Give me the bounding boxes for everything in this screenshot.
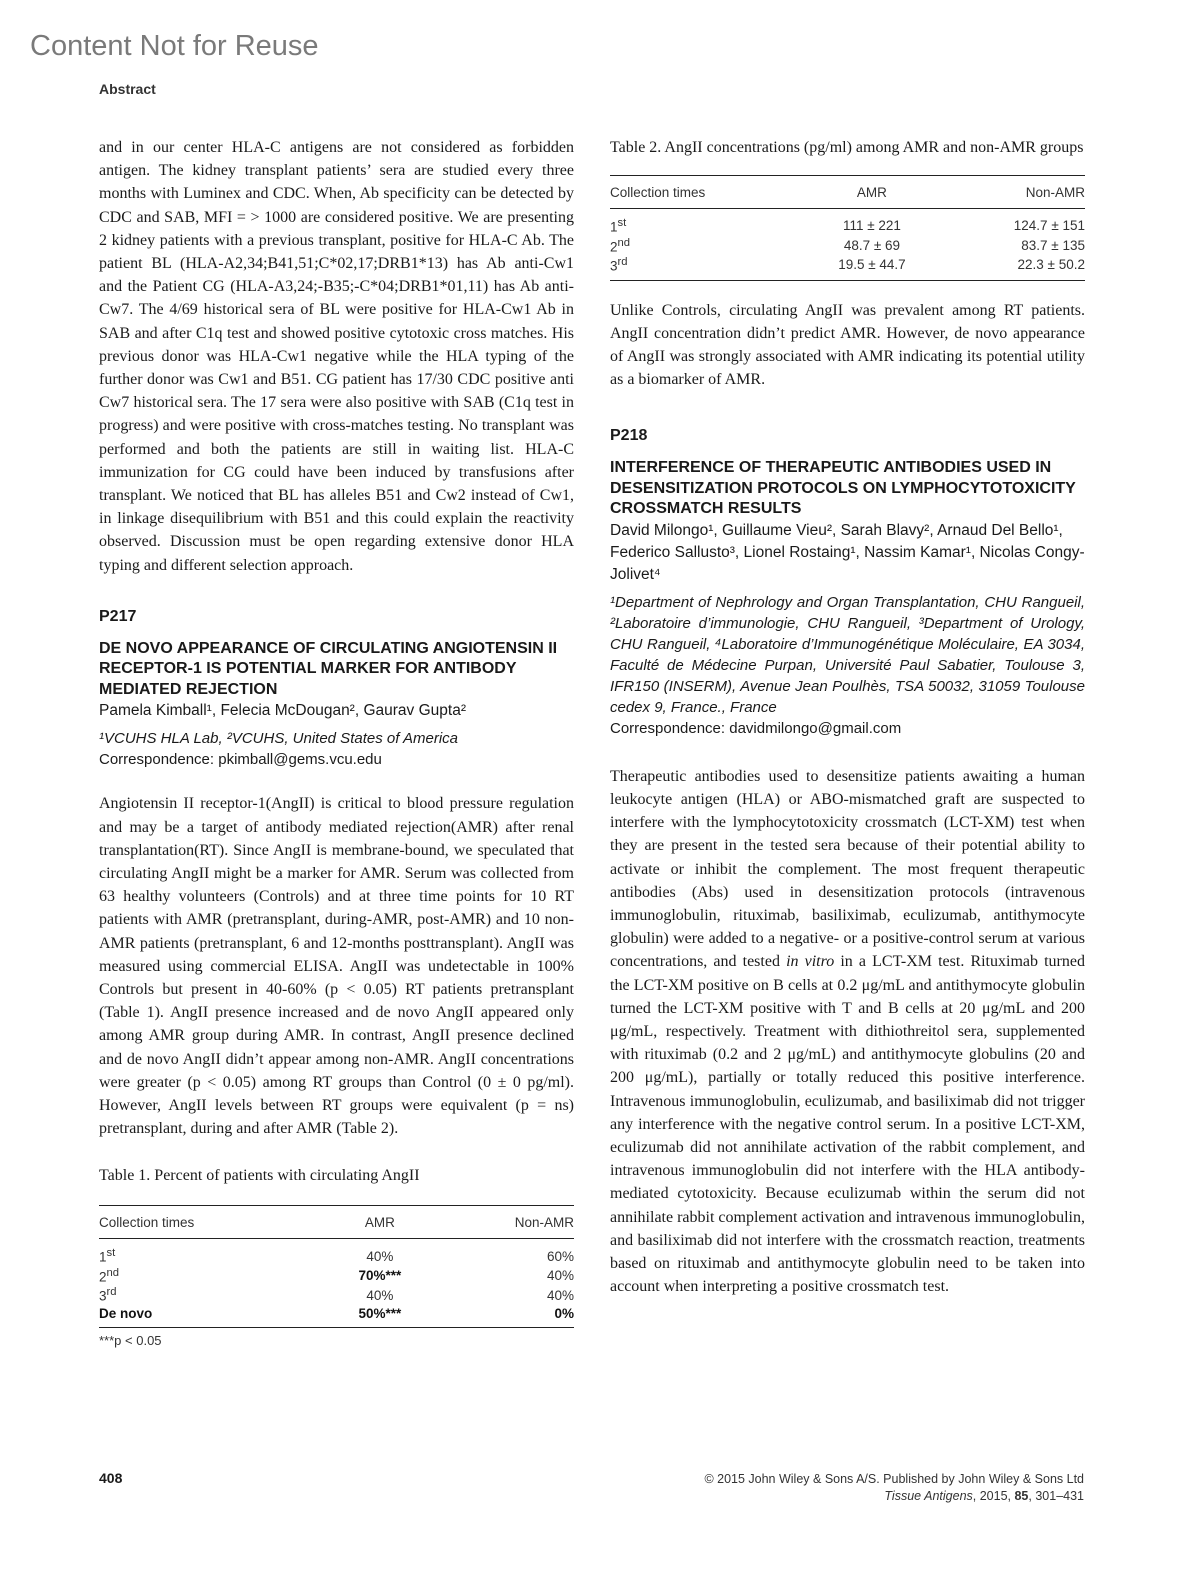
table-cell: 48.7 ± 69 xyxy=(843,237,901,253)
table-cell: 40% xyxy=(366,1287,394,1303)
italic-term: in vitro xyxy=(786,953,835,971)
table-cell: 19.5 ± 44.7 xyxy=(803,255,940,280)
table-row xyxy=(610,255,1085,280)
table-cell: 2nd xyxy=(99,1266,120,1285)
table-row xyxy=(99,1305,574,1328)
abstract-id-p217: P217 xyxy=(99,607,137,625)
affiliation-p218: ¹Department of Nephrology and Organ Transplantation, CHU Rangueil, ²Laboratoire d’immunologie, CHU Rangueil, ³Department of Urology, CHU Rangueil, ⁴Laboratoire d’Immunogénétique Moléculaire, EA 3034, Faculté de Médecine Purpan, Université Paul Sabatier, Toulouse 3, IFR150 (INSERM), Avenue Jean Poulhès, TSA 50032, 31059 Toulouse cedex 9, France., France xyxy=(610,593,1085,716)
table-cell: 3rd xyxy=(99,1286,117,1304)
correspondence-p218: Correspondence: davidmilongo@gmail.com xyxy=(610,719,902,737)
table-cell: 0% xyxy=(431,1305,574,1328)
abstract-title-p218: INTERFERENCE OF THERAPEUTIC ANTIBODIES USED IN DESENSITIZATION PROTOCOLS ON LYMPHOCYTOTOXICITY CROSSMATCH RESULTS xyxy=(610,459,1076,518)
journal-citation: Tissue Antigens, 2015, 85, 301–431 xyxy=(884,1489,1084,1503)
footer-copyright xyxy=(704,1471,1084,1505)
affiliation-block-p217 xyxy=(99,728,574,770)
table2-header: AMR xyxy=(803,176,940,209)
watermark-text: Content Not for Reuse xyxy=(30,30,319,62)
table2-header: Non-AMR xyxy=(940,176,1085,209)
copyright-line: © 2015 John Wiley & Sons A/S. Published by John Wiley & Sons Ltd xyxy=(704,1472,1084,1486)
authors-p217: Pamela Kimball¹, Felecia McDougan², Gaurav Gupta² xyxy=(99,702,466,720)
table1-header: Non-AMR xyxy=(431,1206,574,1239)
table-row xyxy=(610,236,1085,256)
body-p218: Therapeutic antibodies used to desensitize patients awaiting a human leukocyte antigen (HLA) or ABO-mismatched graft are suspected to interfere with the lymphocytotoxicity crossmatch (LCT-XM) test when they are present in the tested sera because of their potential ability to activate or inhibit the complement. The most frequent therapeutic antibodies (Abs) used in desensitization protocols (intravenous immunoglobulin, rituximab, basiliximab, eculizumab, antithymocyte globulin) were added to a negative- or a positive-control serum at various concentrations, and tested in vitro in a LCT-XM test. Rituximab turned the LCT-XM positive on B cells at 0.2 μg/mL and antithymocyte globulin turned the LCT-XM positive with T and B cells at 20 μg/mL and 200 μg/mL, respectively. Treatment with dithiothreitol sera, supplemented with rituximab (0.2 and 2 μg/mL) and antithymocyte globulins (20 and 200 μg/mL), partially or totally reduced this positive interference. Intravenous immunoglobulin, eculizumab, and basiliximab did not trigger any interference with the negative control serum. In a positive LCT-XM, eculizumab did not annihilate activation of the rabbit complement, and intravenous immunoglobulin did not interfere with the HLA antibody-mediated cytotoxicity. Because eculizumab within the serum did not annihilate rabbit complement activation and intravenous immunoglobulin, and basiliximab did not interfere with the crossmatch reaction, treatments based on rituximab and antithymocyte globulin need to be taken into account when interpreting a positive crossmatch test. xyxy=(610,767,1085,1296)
table2-caption: Table 2. AngII concentrations (pg/ml) among AMR and non-AMR groups xyxy=(610,139,1084,156)
table1-caption: Table 1. Percent of patients with circulating AngII xyxy=(99,1167,420,1185)
left-column xyxy=(99,136,574,1348)
table-cell: 124.7 ± 151 xyxy=(1013,218,1085,234)
table-cell: 40% xyxy=(366,1248,394,1264)
table-cell: 40% xyxy=(546,1287,574,1303)
table-row xyxy=(610,209,1085,236)
abstract-title-p217: DE NOVO APPEARANCE OF CIRCULATING ANGIOTENSIN II RECEPTOR-1 IS POTENTIAL MARKER FOR ANTIBODY MEDIATED REJECTION xyxy=(99,639,558,698)
table-cell: 3rd xyxy=(610,255,803,280)
authors-p218: David Milongo¹, Guillaume Vieu², Sarah Blavy², Arnaud Del Bello¹, Federico Sallusto³, Lionel Rostaing¹, Nassim Kamar¹, Nicolas Congy-Jolivet⁴ xyxy=(610,521,1085,583)
table-cell: 1st xyxy=(99,1247,116,1265)
table1-header: Collection times xyxy=(99,1206,328,1239)
right-column xyxy=(610,136,1085,1298)
table-cell: 22.3 ± 50.2 xyxy=(940,255,1085,280)
page-number: 408 xyxy=(99,1470,123,1486)
table-cell: 40% xyxy=(546,1268,574,1284)
table2 xyxy=(610,175,1085,281)
table-cell: 70%*** xyxy=(358,1268,402,1284)
table-cell: 2nd xyxy=(610,236,631,254)
affiliation-block-p218 xyxy=(610,592,1085,739)
table-cell: 83.7 ± 135 xyxy=(1021,237,1085,253)
table1 xyxy=(99,1205,574,1328)
table1-header: AMR xyxy=(328,1206,431,1239)
body-p217: Angiotensin II receptor-1(AngII) is critical to blood pressure regulation and may be a target of antibody mediated rejection(AMR) after renal transplantation(RT). Since AngII is membrane-bound, we speculated that circulating AngII might be a marker for AMR. Serum was collected from 63 healthy volunteers (Controls) and at three time points for 10 RT patients with AMR (pretransplant, during-AMR, post-AMR) and 10 non-AMR patients (pretransplant, 6 and 12-months posttransplant). AngII was measured using commercial ELISA. AngII was undetectable in 100% Controls but present in 40-60% (p < 0.05) RT patients pretransplant (Table 1). AngII presence increased and de novo AngII appeared only among AMR group during AMR. In contrast, AngII presence declined and de novo AngII didn’t appear among non-AMR. AngII concentrations were greater (p < 0.05) among RT groups than Control (0 ± 0 pg/ml). However, AngII levels between RT groups were equivalent (p = ns) pretransplant, during and after AMR (Table 2). xyxy=(99,795,574,1138)
abstract-id-p218: P218 xyxy=(610,427,648,445)
table-cell: 60% xyxy=(546,1248,574,1264)
table-row xyxy=(99,1266,574,1286)
table-cell: 1st xyxy=(610,217,627,235)
table-cell: De novo xyxy=(99,1305,328,1328)
conclusion-p217: Unlike Controls, circulating AngII was prevalent among RT patients. AngII concentration didn’t predict AMR. However, de novo appearance of AngII was strongly associated with AMR indicating its potential utility as a biomarker of AMR. xyxy=(610,301,1085,389)
correspondence-p217: Correspondence: pkimball@gems.vcu.edu xyxy=(99,751,382,769)
table1-footnote: ***p < 0.05 xyxy=(99,1332,162,1348)
table-row xyxy=(99,1285,574,1305)
table-row xyxy=(99,1239,574,1266)
table-cell: 50%*** xyxy=(328,1305,431,1328)
section-label: Abstract xyxy=(99,81,156,97)
affiliation-p217: ¹VCUHS HLA Lab, ²VCUHS, United States of America xyxy=(99,730,459,748)
table2-header: Collection times xyxy=(610,176,803,209)
intro-paragraph: and in our center HLA-C antigens are not considered as forbidden antigen. The kidney transplant patients’ sera are studied every three months with Luminex and CDC. When, Ab specificity can be detected by CDC and SAB, MFI = > 1000 are considered positive. We are presenting 2 kidney patients with a previous transplant, positive for HLA-C Ab. The patient BL (HLA-A2,34;B41,51;C*02,17;DRB1*13) has Ab anti-Cw1 and the Patient CG (HLA-A3,24;-B35;-C*04;DRB1*01,11) has Ab anti-Cw7. The 4/69 historical sera of BL were positive for HLA-Cw1 Ab in SAB and after C1q test and showed positive cytotoxic cross matches. His previous donor was HLA-Cw1 negative while the HLA typing of the further donor was Cw1 and B51. CG patient has 17/30 CDC positive anti Cw7 historical sera. The 17 sera were also positive with SAB (C1q test in progress) and were positive with cross-matches testing. No transplant was performed and both the patients are still in waiting list. HLA-C immunization for CG could have been induced by transfusions after transplant. We noticed that BL has alleles B51 and Cw2 instead of Cw1, in linkage disequilibrium with B51 and this could explain the reactivity observed. Discussion must be open regarding extensive donor HLA typing and different selection approach. xyxy=(99,139,574,574)
table-cell: 111 ± 221 xyxy=(842,218,901,234)
